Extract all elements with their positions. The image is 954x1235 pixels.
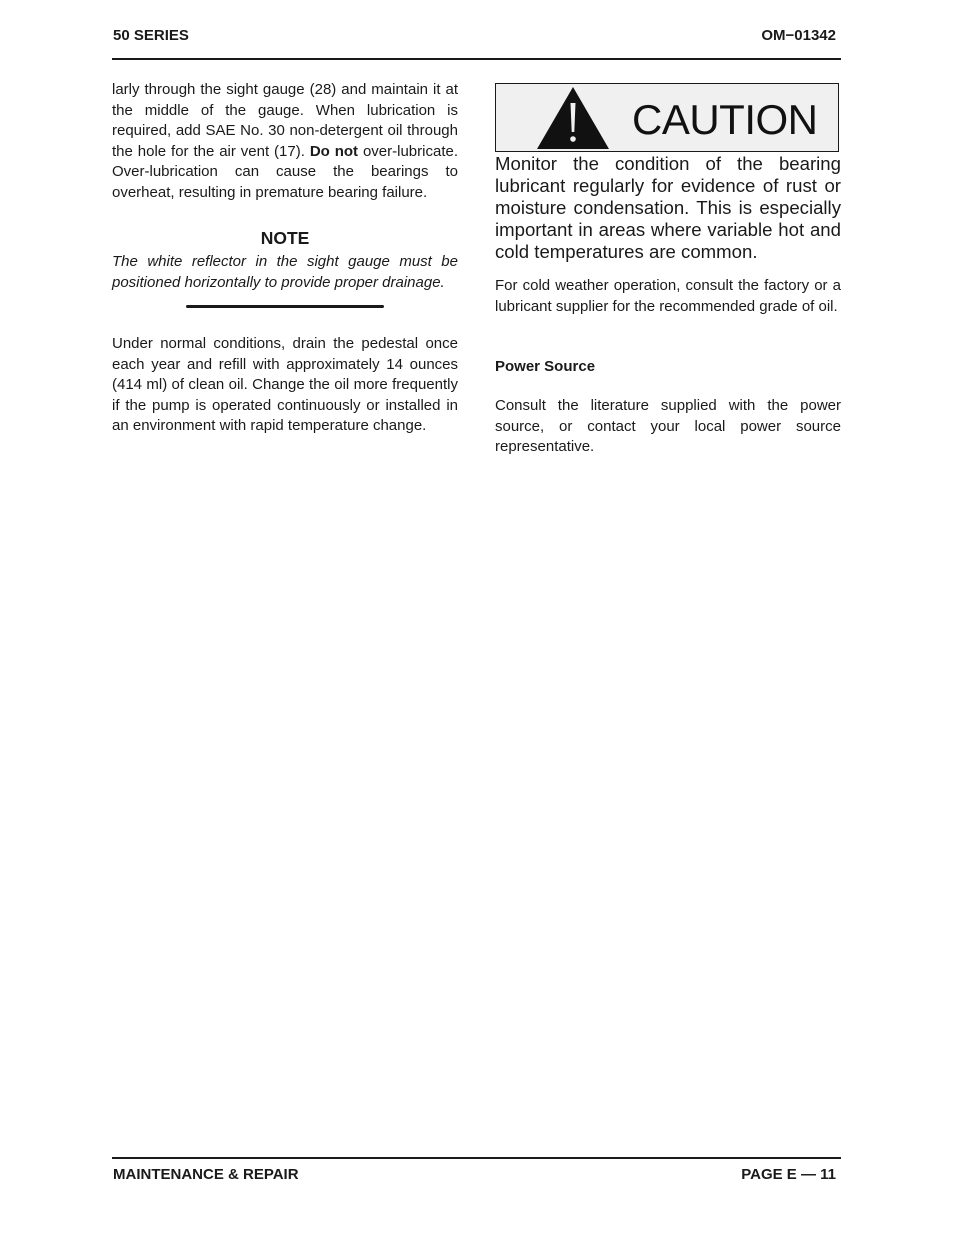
note-title: NOTE (260, 228, 310, 248)
power-source-heading: Power Source (495, 358, 596, 375)
footer-page-number: PAGE E — 11 (741, 1166, 836, 1183)
lubrication-text-end: over-lubricate. Over-lubrication can cause the bearings to overheat, resulting in premature bearing failure. (112, 142, 458, 201)
caution-text: Monitor the condition of the bearing lubricant regularly for evidence of rust or moisture condensation. This is especially important in areas where variable hot and cold temperatures are common. (495, 153, 841, 262)
footer-section: MAINTENANCE & REPAIR (113, 1166, 299, 1183)
header-document-number: OM−01342 (761, 27, 836, 44)
do-not-emphasis: Do not (309, 142, 359, 160)
footer-rule (112, 1157, 841, 1159)
note-divider (186, 305, 384, 308)
drain-paragraph: Under normal conditions, drain the pedestal once each year and refill with approximately 14 ounces (414 ml) of clean oil. Change the oil more frequently if the pump is operated continuously or installed in an environment with rapid temperature change. (112, 335, 458, 435)
header-rule (112, 58, 841, 60)
header-series: 50 SERIES (113, 27, 189, 44)
lubrication-paragraph (112, 80, 458, 204)
caution-label: CAUTION (632, 96, 818, 143)
lubrication-text-start: larly through the sight gauge (28) and maintain it at the middle of the gauge. When lubrication is required, add SAE No. 30 non-detergent oil through the hole for the air vent (17). (112, 81, 458, 160)
power-source-paragraph: Consult the literature supplied with the power source, or contact your local power source representative. (495, 397, 841, 456)
note-text: The white reflector in the sight gauge must be positioned horizontally to provide proper drainage. (112, 253, 458, 291)
warning-triangle-icon (536, 86, 610, 150)
cold-weather-paragraph: For cold weather operation, consult the factory or a lubricant supplier for the recommended grade of oil. (495, 277, 841, 315)
